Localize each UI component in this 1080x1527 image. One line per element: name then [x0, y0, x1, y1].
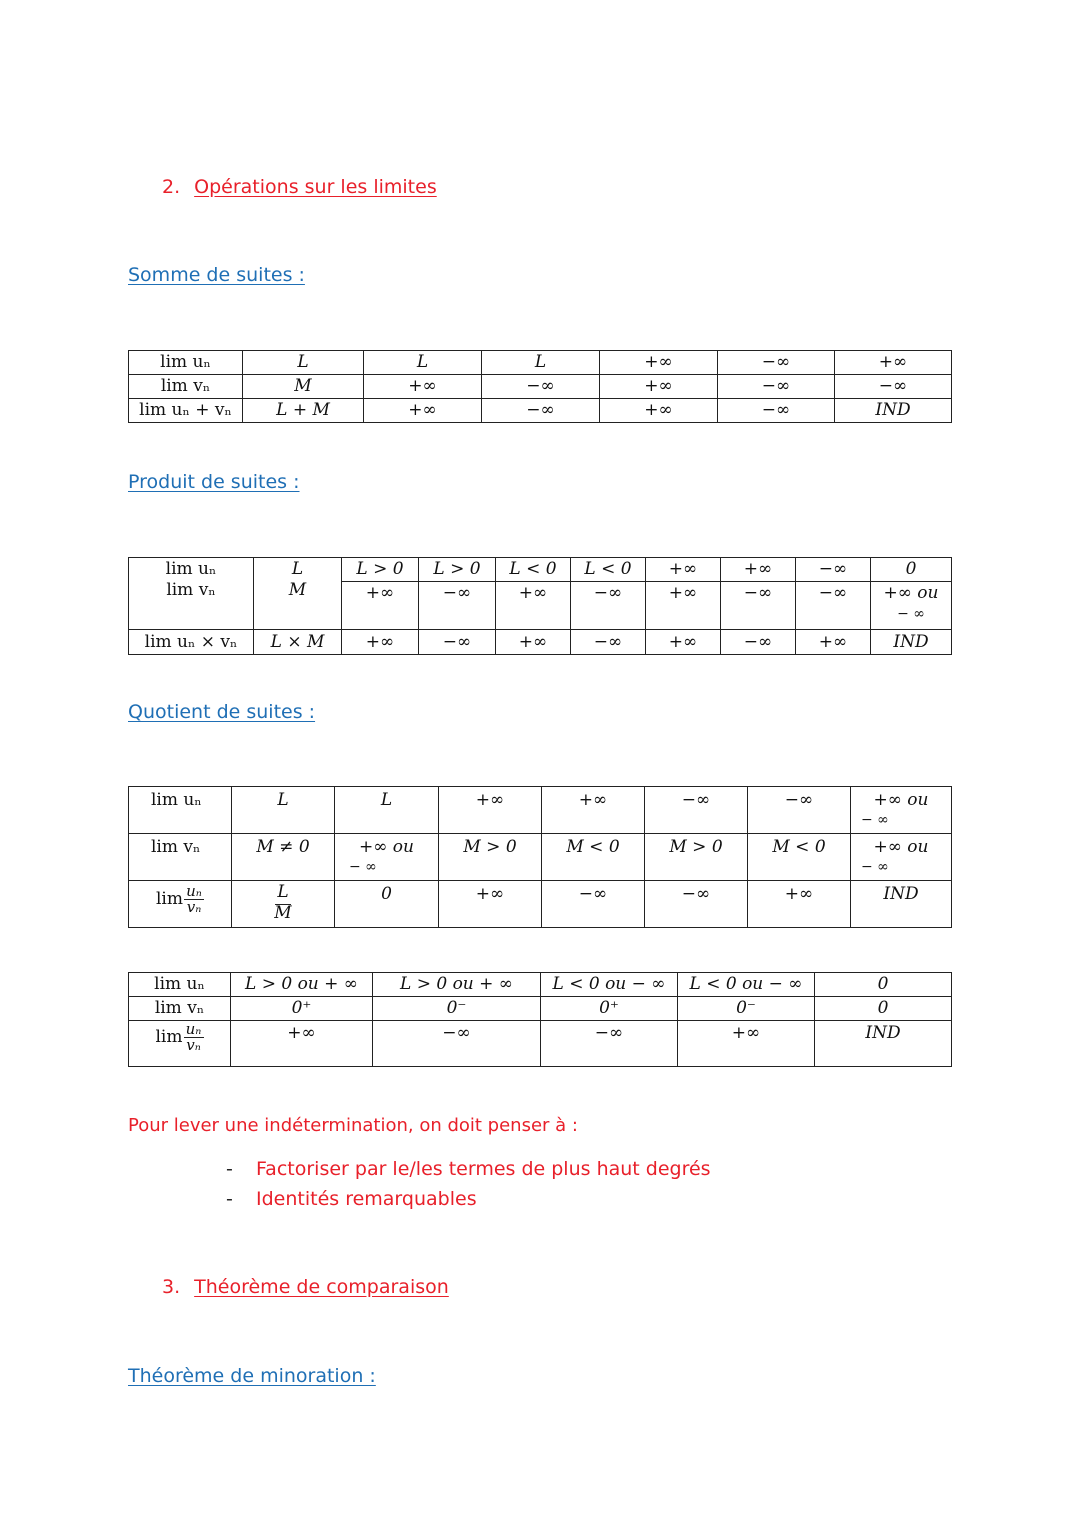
sum-cell: L [243, 351, 364, 375]
quotient1-cell: −∞ [645, 881, 748, 928]
sum-cell: +∞ [835, 351, 952, 375]
quotient1-cell [232, 881, 335, 928]
quotient1-cell: −∞ [542, 881, 645, 928]
quotient1-cell: lim vₙ [129, 834, 232, 881]
sum-cell: M [243, 375, 364, 399]
sum-row-un [129, 351, 952, 375]
quotient1-cell-stack [851, 839, 951, 874]
sum-cell: +∞ [600, 375, 718, 399]
product-cell-line: +∞ ou [883, 583, 939, 603]
product-cell: −∞ [796, 582, 871, 630]
quotient2-cell: L < 0 ou − ∞ [678, 973, 815, 997]
sum-cell: L [482, 351, 600, 375]
quotient1-cell [851, 787, 952, 834]
product-cell: M [254, 582, 342, 630]
sum-cell: +∞ [364, 399, 482, 423]
quotient2-row-vn [129, 997, 952, 1021]
bullet-dash: - [226, 1188, 233, 1210]
quotient1-cell: IND [851, 881, 952, 928]
quotient1-cell: M > 0 [439, 834, 542, 881]
quotient-heading: Quotient de suites : [128, 701, 316, 723]
product-cell: +∞ [646, 558, 721, 582]
product-cell: L [254, 558, 342, 582]
quotient1-cell-stack [335, 839, 438, 874]
sum-cell: L [364, 351, 482, 375]
sum-row-result [129, 399, 952, 423]
note-bullet [226, 1188, 477, 1210]
fraction-numerator: uₙ [185, 1020, 202, 1038]
sum-cell: +∞ [364, 375, 482, 399]
product-table [128, 557, 952, 655]
product-cell-stack [871, 585, 951, 621]
quotient1-cell-line: − ∞ [349, 859, 377, 875]
quotient1-cell: M ≠ 0 [232, 834, 335, 881]
product-cell: +∞ [796, 630, 871, 655]
sum-row-vn [129, 375, 952, 399]
sum-cell: IND [835, 399, 952, 423]
quotient1-cell-line: − ∞ [861, 859, 889, 875]
quotient2-cell: 0 [815, 973, 952, 997]
sum-heading: Somme de suites : [128, 264, 305, 286]
sum-cell: +∞ [600, 399, 718, 423]
quotient2-cell: IND [815, 1021, 952, 1067]
product-heading: Produit de suites : [128, 471, 300, 493]
fraction-denominator: M [274, 903, 292, 923]
quotient2-cell: −∞ [541, 1021, 678, 1067]
product-cell: L < 0 [571, 558, 646, 582]
product-cell: lim uₙ × vₙ [129, 630, 254, 655]
quotient1-lim-frac [129, 884, 231, 915]
sum-table [128, 350, 952, 423]
quotient2-cell: +∞ [678, 1021, 815, 1067]
fraction-numerator: uₙ [186, 882, 202, 900]
indetermination-note: Pour lever une indétermination, on doit penser à : [128, 1115, 578, 1136]
sum-cell: −∞ [482, 399, 600, 423]
fraction-denominator: vₙ [186, 898, 202, 916]
quotient1-cell: +∞ [748, 881, 851, 928]
quotient1-cell-line: − ∞ [861, 812, 889, 828]
quotient2-cell: L > 0 ou + ∞ [231, 973, 373, 997]
quotient1-cell-line: +∞ ou [873, 790, 929, 810]
product-cell: −∞ [796, 558, 871, 582]
quotient1-cell: M < 0 [542, 834, 645, 881]
section-3-heading [162, 1276, 449, 1298]
quotient2-cell: 0 [815, 997, 952, 1021]
sum-cell: L + M [243, 399, 364, 423]
product-cell: +∞ [646, 630, 721, 655]
product-cell: +∞ [342, 582, 419, 630]
quotient1-cell: +∞ [439, 787, 542, 834]
sum-cell: lim uₙ [129, 351, 243, 375]
quotient2-cell: 0⁺ [231, 997, 373, 1021]
quotient2-cell: −∞ [373, 1021, 541, 1067]
quotient1-cell [335, 834, 439, 881]
product-cell: lim uₙ [129, 558, 254, 582]
quotient1-cell: L [335, 787, 439, 834]
quotient2-cell: lim uₙ [129, 973, 231, 997]
product-cell-line: − ∞ [897, 606, 925, 622]
quotient1-row-un [129, 787, 952, 834]
product-cell: L × M [254, 630, 342, 655]
quotient2-cell [129, 1021, 231, 1067]
product-cell: −∞ [571, 630, 646, 655]
sum-cell: −∞ [835, 375, 952, 399]
product-cell: L > 0 [342, 558, 419, 582]
quotient2-cell: L < 0 ou − ∞ [541, 973, 678, 997]
product-cell: L > 0 [419, 558, 496, 582]
bullet-text: Factoriser par le/les termes de plus haut degrés [256, 1158, 711, 1180]
quotient1-cell [851, 834, 952, 881]
quotient1-cell [129, 881, 232, 928]
quotient2-cell: +∞ [231, 1021, 373, 1067]
product-row-result [129, 630, 952, 655]
product-cell: lim vₙ [129, 582, 254, 630]
quotient-table-2 [128, 972, 952, 1067]
product-row-vn [129, 582, 952, 630]
product-cell: −∞ [721, 582, 796, 630]
sum-cell: +∞ [600, 351, 718, 375]
fraction [274, 884, 291, 922]
sum-cell: −∞ [718, 375, 835, 399]
quotient1-cell: 0 [335, 881, 439, 928]
product-cell: 0 [871, 558, 952, 582]
sum-cell: −∞ [718, 351, 835, 375]
quotient2-row-result [129, 1021, 952, 1067]
product-cell: +∞ [721, 558, 796, 582]
quotient1-row-vn [129, 834, 952, 881]
section-3-title: Théorème de comparaison [194, 1276, 449, 1298]
product-cell [871, 582, 952, 630]
quotient1-cell: M < 0 [748, 834, 851, 881]
product-cell: IND [871, 630, 952, 655]
sum-cell: −∞ [718, 399, 835, 423]
minoration-heading: Théorème de minoration : [128, 1365, 376, 1387]
quotient1-cell: lim uₙ [129, 787, 232, 834]
section-2-heading [162, 176, 437, 198]
quotient2-cell: lim vₙ [129, 997, 231, 1021]
product-cell: −∞ [419, 582, 496, 630]
product-cell: −∞ [721, 630, 796, 655]
bullet-dash: - [226, 1158, 233, 1180]
quotient1-cell: −∞ [645, 787, 748, 834]
quotient1-cell-line: +∞ ou [359, 837, 414, 857]
section-2-number: 2. [162, 176, 181, 198]
product-cell: −∞ [571, 582, 646, 630]
product-cell: +∞ [496, 630, 571, 655]
section-3-number: 3. [162, 1276, 181, 1298]
quotient1-cell: +∞ [439, 881, 542, 928]
product-cell: −∞ [419, 630, 496, 655]
section-2-title: Opérations sur les limites [194, 176, 437, 198]
product-cell: +∞ [342, 630, 419, 655]
product-cell: +∞ [496, 582, 571, 630]
product-cell: +∞ [646, 582, 721, 630]
product-row-un [129, 558, 952, 582]
quotient1-cell: M > 0 [645, 834, 748, 881]
fraction [184, 1022, 204, 1053]
sum-cell: lim uₙ + vₙ [129, 399, 243, 423]
quotient2-cell: L > 0 ou + ∞ [373, 973, 541, 997]
quotient1-cell: +∞ [542, 787, 645, 834]
fraction-denominator: vₙ [186, 1036, 201, 1054]
quotient2-cell: 0⁻ [373, 997, 541, 1021]
quotient-table-1 [128, 786, 952, 928]
note-bullet [226, 1158, 711, 1180]
sum-cell: lim vₙ [129, 375, 243, 399]
quotient1-cell: L [232, 787, 335, 834]
quotient1-cell-stack [851, 792, 951, 827]
quotient1-cell-line: +∞ ou [873, 837, 929, 857]
quotient2-row-un [129, 973, 952, 997]
fraction [184, 884, 204, 915]
quotient1-cell: −∞ [748, 787, 851, 834]
quotient2-cell: 0⁺ [541, 997, 678, 1021]
lim-label: lim [155, 1027, 183, 1047]
sum-cell: −∞ [482, 375, 600, 399]
product-cell: L < 0 [496, 558, 571, 582]
bullet-text: Identités remarquables [256, 1188, 477, 1210]
quotient2-lim-frac [129, 1022, 230, 1053]
fraction-numerator: L [277, 882, 289, 902]
quotient2-cell: 0⁻ [678, 997, 815, 1021]
lim-label: lim [156, 889, 183, 909]
quotient1-row-result [129, 881, 952, 928]
